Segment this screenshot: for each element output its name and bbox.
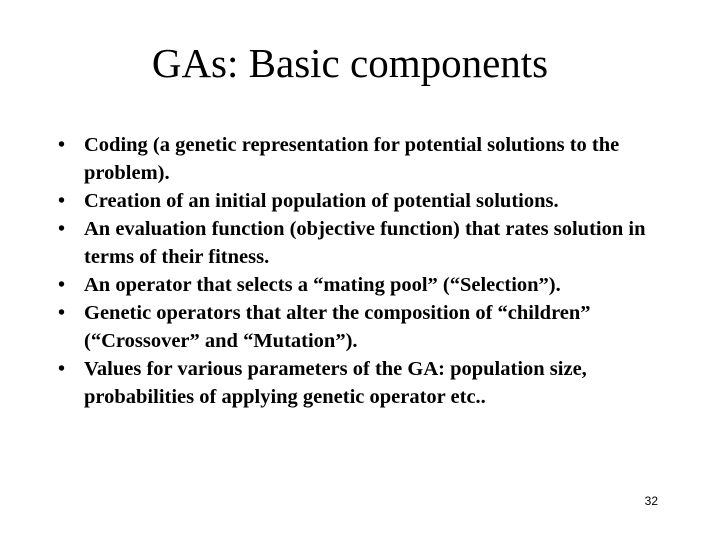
bullet-text: Values for various parameters of the GA: population size, probabilities of applying genetic operator etc.. [84, 358, 587, 408]
bullet-text: An evaluation function (objective function) that rates solution in terms of their fitness. [84, 218, 646, 268]
bullet-text: An operator that selects a “mating pool” (“Selection”). [84, 274, 561, 296]
bullet-text: Creation of an initial population of potential solutions. [84, 190, 559, 212]
bullet-icon: • [58, 302, 66, 324]
bullet-item [58, 271, 698, 299]
bullet-item [58, 299, 698, 355]
bullet-icon: • [58, 358, 66, 380]
bullet-icon: • [58, 134, 66, 156]
bullet-item [58, 215, 698, 271]
page-number: 32 [644, 494, 658, 508]
bullet-icon: • [58, 190, 66, 212]
bullet-icon: • [58, 218, 66, 240]
bullet-item [58, 355, 698, 411]
slide-title: GAs: Basic components [151, 40, 549, 86]
bullet-text: Genetic operators that alter the composition of “children” (“Crossover” and “Mutation”). [84, 302, 591, 352]
bullet-text: Coding (a genetic representation for potential solutions to the problem). [84, 134, 620, 184]
bullet-item [58, 187, 698, 215]
bullet-icon: • [58, 274, 66, 296]
bullet-item [58, 131, 698, 187]
bullet-list [58, 131, 698, 411]
